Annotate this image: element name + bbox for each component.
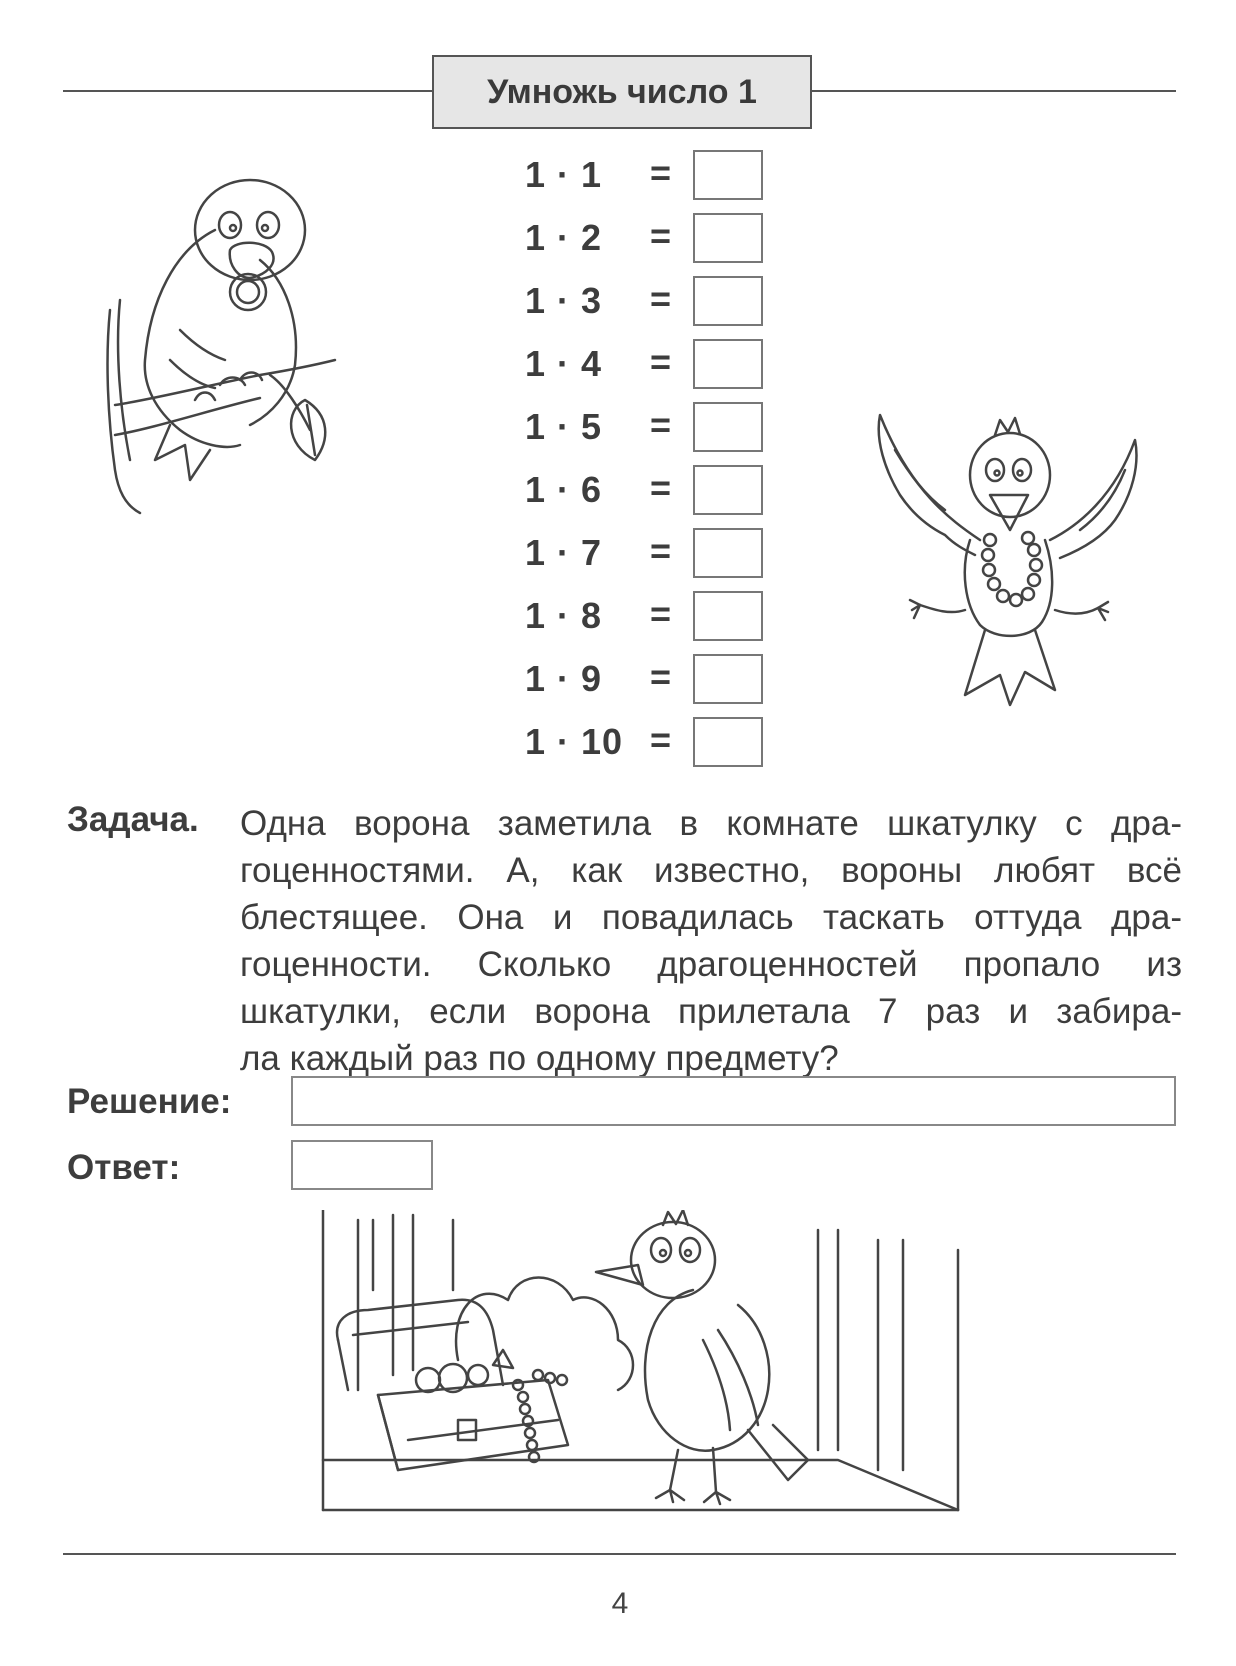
- equation-expression: 1 · 7: [525, 532, 603, 573]
- solution-label: Решение:: [67, 1082, 232, 1121]
- equals-sign: =: [650, 719, 672, 760]
- equation-answer-box[interactable]: [693, 654, 763, 704]
- equation-row: [525, 276, 775, 328]
- equation-expression: 1 · 10: [525, 721, 624, 762]
- equals-sign: =: [650, 530, 672, 571]
- equation-answer-box[interactable]: [693, 465, 763, 515]
- equals-sign: =: [650, 593, 672, 634]
- equation-expression: 1 · 4: [525, 343, 603, 384]
- answer-label: Ответ:: [67, 1148, 181, 1187]
- footer-rule: [63, 1553, 1176, 1555]
- equation-row: [525, 465, 775, 517]
- task-text-line: блестящее. Она и повадилась таскать оттуда дра-: [240, 898, 1182, 937]
- equation-row: [525, 591, 775, 643]
- equation-answer-box[interactable]: [693, 276, 763, 326]
- task-text: [240, 800, 1182, 1082]
- equation-row: [525, 717, 775, 769]
- equals-sign: =: [650, 467, 672, 508]
- header-rule-left: [63, 90, 432, 92]
- crow-on-branch-with-ring-icon: [100, 170, 360, 515]
- page-number: 4: [611, 1587, 629, 1620]
- equation-row: [525, 150, 775, 202]
- equation-row: [525, 654, 775, 706]
- equation-expression: 1 · 8: [525, 595, 603, 636]
- equals-sign: =: [650, 152, 672, 193]
- equation-answer-box[interactable]: [693, 339, 763, 389]
- equation-expression: 1 · 6: [525, 469, 603, 510]
- equals-sign: =: [650, 404, 672, 445]
- task-label: Задача.: [67, 800, 199, 839]
- crow-flying-with-necklace-icon: [870, 410, 1150, 730]
- equation-answer-box[interactable]: [693, 402, 763, 452]
- task-text-line: ла каждый раз по одному предмету?: [240, 1039, 839, 1078]
- equation-row: [525, 213, 775, 265]
- equation-expression: 1 · 9: [525, 658, 603, 699]
- page-title: [432, 55, 812, 129]
- solution-field[interactable]: [291, 1076, 1176, 1126]
- equation-row: [525, 339, 775, 391]
- equation-expression: 1 · 1: [525, 154, 603, 195]
- crow-with-treasure-chest-icon: [318, 1210, 1013, 1520]
- task-text-line: гоценности. Сколько драгоценностей пропало из: [240, 945, 1182, 984]
- equation-answer-box[interactable]: [693, 528, 763, 578]
- equation-answer-box[interactable]: [693, 591, 763, 641]
- equation-expression: 1 · 3: [525, 280, 603, 321]
- equation-answer-box[interactable]: [693, 213, 763, 263]
- task-text-line: Одна ворона заметила в комнате шкатулку с дра-: [240, 804, 1182, 843]
- task-text-line: шкатулки, если ворона прилетала 7 раз и забира-: [240, 992, 1182, 1031]
- page-title-text: Умножь число 1: [487, 72, 757, 111]
- equals-sign: =: [650, 215, 672, 256]
- equation-row: [525, 528, 775, 580]
- task-text-line: гоценностями. А, как известно, вороны любят всё: [240, 851, 1182, 890]
- equals-sign: =: [650, 278, 672, 319]
- equation-row: [525, 402, 775, 454]
- equation-answer-box[interactable]: [693, 150, 763, 200]
- equation-expression: 1 · 5: [525, 406, 603, 447]
- answer-field[interactable]: [291, 1140, 433, 1190]
- equals-sign: =: [650, 656, 672, 697]
- equals-sign: =: [650, 341, 672, 382]
- header-rule-right: [812, 90, 1176, 92]
- equation-answer-box[interactable]: [693, 717, 763, 767]
- equation-expression: 1 · 2: [525, 217, 603, 258]
